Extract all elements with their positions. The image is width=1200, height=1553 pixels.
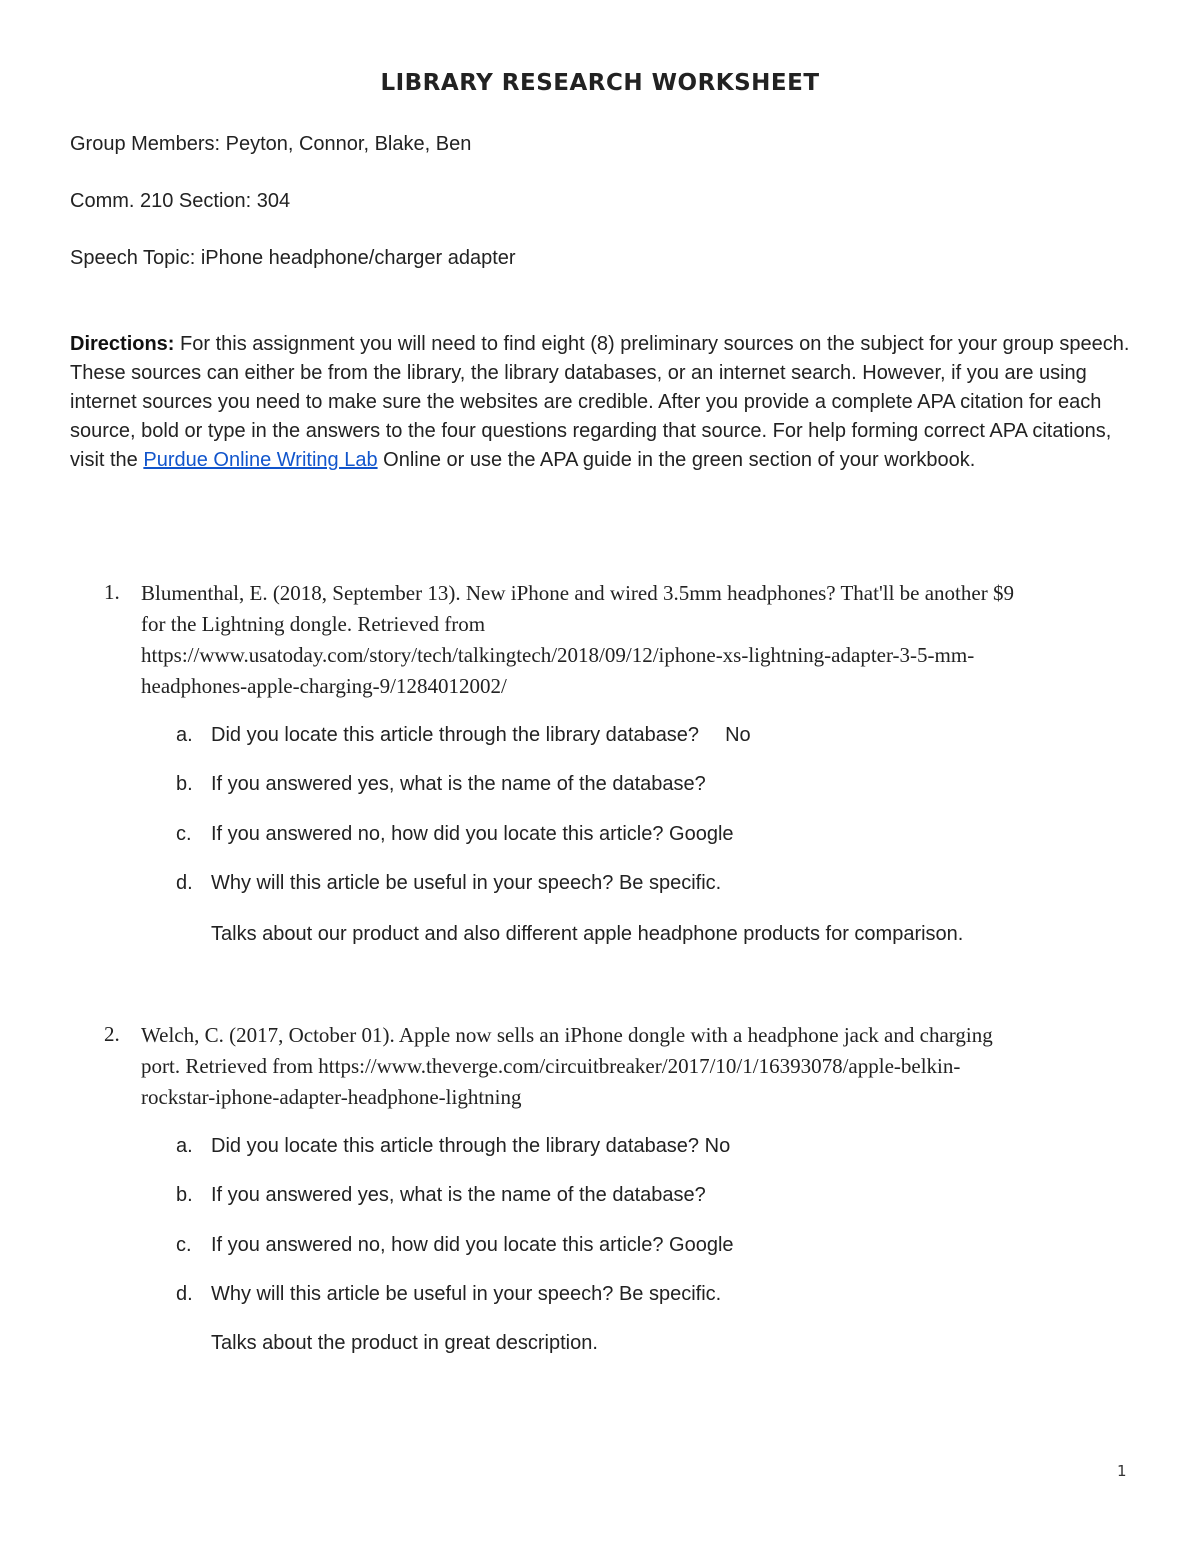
directions-text-after-link: Online or use the APA guide in the green section of your workbook. bbox=[377, 449, 976, 471]
question-c bbox=[211, 1234, 734, 1257]
directions-paragraph bbox=[70, 330, 1135, 475]
directions-text-before-link: For this assignment you will need to find eight (8) preliminary sources on the subject for your group speech. These sources can either be from the library, the library databases, or an internet search. However, if you are using internet sources you need to make sure the websites are credible. After you provide a complete APA citation for each source, bold or type in the answers to the four questions regarding that source. For help forming correct APA citations, visit the bbox=[70, 333, 1130, 471]
source-number: 2. bbox=[104, 1022, 120, 1046]
question-letter: a. bbox=[176, 724, 193, 746]
usefulness-answer: Talks about the product in great description. bbox=[211, 1332, 598, 1354]
group-members: Group Members: Peyton, Connor, Blake, Ben bbox=[70, 133, 472, 155]
course-section: Comm. 210 Section: 304 bbox=[70, 190, 291, 212]
question-text: If you answered yes, what is the name of the database? bbox=[211, 1184, 706, 1206]
citation-line: Blumenthal, E. (2018, September 13). New iPhone and wired 3.5mm headphones? That'll be another $9 bbox=[141, 581, 1014, 605]
usefulness-answer: Talks about our product and also different apple headphone products for comparison. bbox=[211, 923, 964, 945]
question-letter: d. bbox=[176, 872, 193, 894]
speech-topic: Speech Topic: iPhone headphone/charger adapter bbox=[70, 247, 516, 269]
question-answer: No bbox=[704, 1135, 731, 1157]
question-letter: a. bbox=[176, 1135, 193, 1157]
question-letter: c. bbox=[176, 823, 192, 845]
question-text: If you answered no, how did you locate this article? bbox=[211, 1234, 664, 1256]
question-text: Did you locate this article through the library database? bbox=[211, 1135, 700, 1157]
question-text: Did you locate this article through the library database? bbox=[211, 724, 700, 746]
question-b bbox=[211, 1184, 706, 1207]
question-text: Why will this article be useful in your speech? Be specific. bbox=[211, 1283, 722, 1305]
citation-line: rockstar-iphone-adapter-headphone-lightning bbox=[141, 1085, 522, 1109]
question-d bbox=[211, 872, 721, 895]
question-c bbox=[211, 823, 734, 846]
question-d bbox=[211, 1283, 721, 1306]
directions-label: Directions: bbox=[70, 333, 175, 355]
purdue-owl-link[interactable]: Purdue Online Writing Lab bbox=[143, 449, 378, 471]
question-a bbox=[211, 724, 751, 747]
question-letter: b. bbox=[176, 773, 193, 795]
page-title: LIBRARY RESEARCH WORKSHEET bbox=[380, 70, 820, 96]
question-letter: c. bbox=[176, 1234, 192, 1256]
question-letter: d. bbox=[176, 1283, 193, 1305]
question-a bbox=[211, 1135, 730, 1158]
question-text: If you answered no, how did you locate this article? bbox=[211, 823, 664, 845]
citation-line: Welch, C. (2017, October 01). Apple now sells an iPhone dongle with a headphone jack and charging bbox=[141, 1023, 993, 1047]
source-citation bbox=[141, 578, 1141, 702]
source-citation bbox=[141, 1020, 1141, 1113]
question-text: Why will this article be useful in your speech? Be specific. bbox=[211, 872, 722, 894]
citation-line: for the Lightning dongle. Retrieved from bbox=[141, 612, 486, 636]
question-text: If you answered yes, what is the name of the database? bbox=[211, 773, 706, 795]
citation-line: https://www.usatoday.com/story/tech/talkingtech/2018/09/12/iphone-xs-lightning-adapter-3-5-mm- bbox=[141, 643, 975, 667]
source-number: 1. bbox=[104, 580, 120, 604]
question-letter: b. bbox=[176, 1184, 193, 1206]
question-answer: Google bbox=[669, 823, 734, 845]
question-answer: No bbox=[725, 724, 751, 746]
citation-line: port. Retrieved from https://www.theverge.com/circuitbreaker/2017/10/1/16393078/apple-belkin- bbox=[141, 1054, 961, 1078]
page-number: 1 bbox=[1117, 1462, 1127, 1480]
question-answer: Google bbox=[669, 1234, 734, 1256]
citation-line: headphones-apple-charging-9/1284012002/ bbox=[141, 674, 507, 698]
question-b bbox=[211, 773, 706, 796]
